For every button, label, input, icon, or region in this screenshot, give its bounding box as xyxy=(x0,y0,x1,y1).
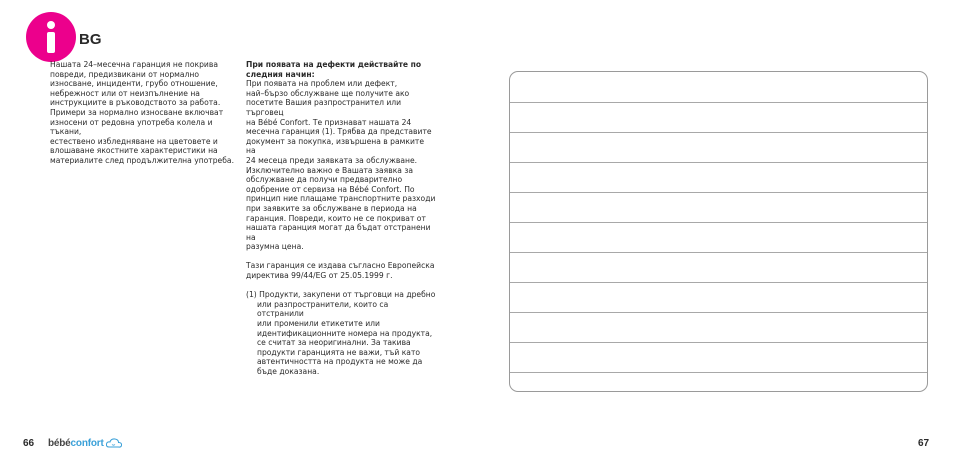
cloud-logo-icon xyxy=(105,437,123,449)
stamp-line xyxy=(510,192,927,193)
footnote: (1) Продукти, закупени от търговци на дребно или разпространители, които са отстранили или променили етикетите или идентификационните номера на продукта, се считат за неоригинални. За такива продукти гаранцията не важи, тъй като автентичността на продукта не може да бъде доказана. xyxy=(246,290,436,376)
stamp-line xyxy=(510,222,927,223)
left-column xyxy=(50,60,235,175)
service-paragraph: При появата на проблем или дефект, най–бързо обслужване ще получите ако посетите Вашия разпространител или търговец на Bébé Confort. Те признават нашата 24 месечна гаранция (1). Трябва да представите документ за покупка, извършена в рамките на 24 месеца преди заявката за обслужване. Изключително важно е Вашата заявка за обслужване да получи предварително одобрение от сервиза на Bébé Confort. По принцип ние плащаме транспортните разходи при заявките за обслужване в периода на гаранция. Повреди, които не се покриват от нашата гаранция могат да бъдат отстранени на разумна цена. xyxy=(246,79,436,252)
page-number-right: 67 xyxy=(918,438,930,449)
brand-name-part-2: confort xyxy=(70,437,104,449)
warranty-exclusions-paragraph: Нашата 24–месечна гаранция не покрива повреди, предизвикани от нормално износване, инциденти, грубо отношение, небрежност или от неизпълнение на инструкциите в ръководството за работа. Примери за нормално износване включват износени от редовна употреба колела и тъкани, естествено избледняване на цветовете и влошаване якостните характеристики на материалите след продължителна употреба. xyxy=(50,60,234,165)
stamp-line xyxy=(510,282,927,283)
dealer-stamp-box xyxy=(509,71,928,392)
middle-column xyxy=(246,60,436,377)
stamp-line xyxy=(510,252,927,253)
brand-logo xyxy=(48,437,123,449)
brand-name-part-1: bébé xyxy=(48,437,71,449)
defects-heading: При появата на дефекти действайте по следния начин: xyxy=(246,60,422,79)
directive-paragraph: Тази гаранция се издава съгласно Европейска директива 99/44/EG от 25.05.1999 г. xyxy=(246,261,435,281)
language-code: BG xyxy=(79,31,102,48)
stamp-line xyxy=(510,342,927,343)
stamp-line xyxy=(510,372,927,373)
page-number-left: 66 xyxy=(23,438,35,449)
stamp-line xyxy=(510,132,927,133)
info-badge xyxy=(26,12,76,62)
stamp-line xyxy=(510,102,927,103)
stamp-line xyxy=(510,162,927,163)
stamp-line xyxy=(510,312,927,313)
